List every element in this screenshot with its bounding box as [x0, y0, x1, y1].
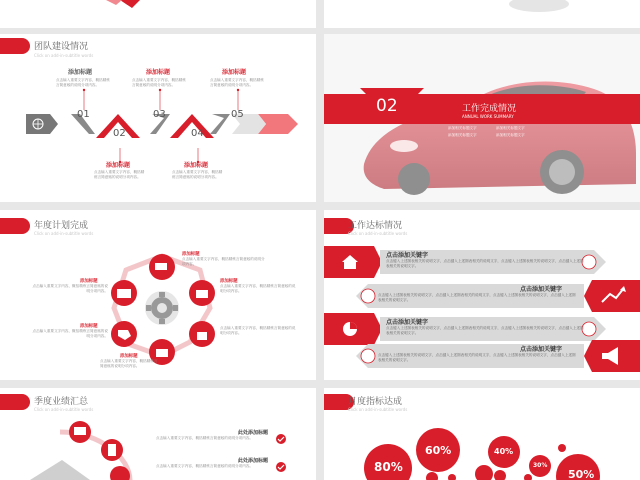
- slide-annual-plan[interactable]: [0, 210, 316, 380]
- item-num-02: 02: [113, 128, 126, 139]
- pie-chart-icon: [343, 322, 357, 336]
- slide-team-building[interactable]: [0, 34, 316, 202]
- slide-subtitle: Click on add-in-subtitle words: [34, 53, 94, 58]
- target-heading-4: 点击添加关键字: [520, 346, 563, 353]
- item-desc-05: 点击输入重要文字内容，概括精炼 言简意赅的说明分项内容。: [210, 78, 264, 87]
- red-banner-fragment: [0, 0, 316, 28]
- item-num-05: 05: [231, 109, 244, 120]
- plan-desc-3: 点击输入重要文字内容，概括精炼言简意赅的说明分项内容。: [32, 284, 108, 293]
- bubble-label-2: 60%: [425, 444, 452, 457]
- item-desc-01: 点击输入重要文字内容，概括精炼 言简意赅的说明分项内容。: [56, 78, 110, 87]
- bubble-label-1: 80%: [374, 460, 403, 474]
- item-label-03: 添加标题: [146, 69, 171, 76]
- target-heading-1: 点击添加关键字: [386, 252, 429, 259]
- card-icon: [117, 289, 131, 298]
- plan-desc-1: 点击输入重要文字内容，概括精炼言简意赅的说明分项内容。: [182, 257, 265, 266]
- check-icon-1: [276, 434, 286, 444]
- gear-cycle-diagram: [0, 210, 316, 380]
- section-title: 工作完成情况: [462, 104, 517, 114]
- check-icon-2: [276, 462, 286, 472]
- work-line-2b: 添加相关标题文字: [496, 133, 525, 137]
- bubble-label-3: 40%: [494, 447, 514, 456]
- item-label-01: 添加标题: [68, 69, 93, 76]
- item-num-01: 01: [77, 109, 90, 120]
- section-subtitle: ANNUAL WORK SUMMARY: [462, 114, 514, 119]
- plan-desc-4: 点击输入重要文字内容，概括精炼言简意赅的说明分项内容。: [32, 329, 108, 338]
- decor-shape: [30, 460, 90, 480]
- target-body-1: 点击键入上述图表相关的说明文字，点击键入上述图表相关的说明文字，点击键入上述图表相关的说明文字，点击键入上述图表相关的说明文字。: [386, 259, 584, 268]
- target-body-4: 点击键入上述图表相关的说明文字，点击键入上述图表相关的说明文字，点击键入上述图表相关的说明文字，点击键入上述图表相关的说明文字。: [378, 353, 576, 362]
- quarter-label-2: 此处添加标题: [238, 458, 269, 464]
- item-desc-03: 点击输入重要文字内容，概括精炼 言简意赅的说明分项内容。: [132, 78, 186, 87]
- slide-title: 年度计划完成: [34, 221, 89, 231]
- slide-quarterly-summary[interactable]: [0, 388, 316, 480]
- monitor-icon: [74, 427, 86, 435]
- slide-work-completion[interactable]: [324, 34, 640, 202]
- slide-title: 月度指标达成: [348, 397, 403, 407]
- percentage-bubbles: [324, 388, 640, 480]
- car-image-fragment: [324, 0, 640, 28]
- chevron-05: [210, 114, 230, 134]
- slide-subtitle: Click on add-in-subtitle words: [348, 231, 408, 236]
- plan-label-1: 添加标题: [182, 252, 200, 257]
- target-body-2: 点击键入上述图表相关的说明文字，点击键入上述图表相关的说明文字，点击键入上述图表相关的说明文字，点击键入上述图表相关的说明文字。: [378, 293, 576, 302]
- target-heading-2: 点击添加关键字: [520, 286, 563, 293]
- slide-subtitle: Click on add-in-subtitle words: [348, 407, 408, 412]
- slide-subtitle: Click on add-in-subtitle words: [34, 231, 94, 236]
- plan-label-4: 添加标题: [80, 324, 98, 329]
- quarter-desc-2: 点击输入重要文字内容，概括精炼言简意赅的说明分项内容。: [156, 464, 254, 468]
- target-body-3: 点击键入上述图表相关的说明文字，点击键入上述图表相关的说明文字，点击键入上述图表相关的说明文字，点击键入上述图表相关的说明文字。: [386, 326, 584, 335]
- slide-title: 团队建设情况: [34, 42, 89, 52]
- store-icon: [156, 349, 168, 357]
- target-heading-3: 点击添加关键字: [386, 319, 429, 326]
- work-line-1a: 添加相关标题文字: [448, 126, 477, 130]
- slide-monthly-indicators[interactable]: [324, 388, 640, 480]
- basket-icon: [196, 290, 208, 298]
- item-label-05: 添加标题: [222, 69, 247, 76]
- slide-top-left-partial[interactable]: [0, 0, 316, 28]
- plan-desc-2: 点击输入重要文字内容，概括精炼言简意赅的说明分项内容。: [220, 284, 296, 293]
- plan-label-5: 添加标题: [120, 354, 138, 359]
- bubble-label-5: 50%: [568, 468, 595, 480]
- item-label-02: 添加标题: [106, 162, 131, 169]
- section-number: 02: [376, 96, 398, 116]
- item-desc-04: 点击输入重要文字内容，概括精 练言简意赅的说明分项内容。: [172, 170, 223, 179]
- lock-icon: [197, 332, 207, 340]
- slide-subtitle: Click on add-in-subtitle words: [34, 407, 94, 412]
- plan-desc-6: 点击输入重要文字内容，概括精炼言简意赅的说明分项内容。: [220, 326, 296, 335]
- plan-label-3: 添加标题: [80, 279, 98, 284]
- item-desc-02: 点击输入重要文字内容，概括精 练言简意赅的说明分项内容。: [94, 170, 145, 179]
- plan-desc-5: 点击输入重要文字内容，概括精炼言简意赅的说明分项内容。: [100, 359, 158, 368]
- quarter-desc-1: 点击输入重要文字内容，概括精炼言简意赅的说明分项内容。: [156, 436, 254, 440]
- phone-icon: [108, 444, 116, 456]
- item-num-03: 03: [153, 109, 166, 120]
- item-label-04: 添加标题: [184, 162, 209, 169]
- item-num-04: 04: [191, 128, 204, 139]
- plan-label-2: 添加标题: [220, 279, 238, 284]
- slide-target-status[interactable]: [324, 210, 640, 380]
- quarter-label-1: 此处添加标题: [238, 430, 269, 436]
- slide-title: 工作达标情况: [348, 221, 403, 231]
- cart-icon: [155, 263, 167, 270]
- bubble-label-4: 30%: [533, 462, 548, 469]
- work-line-2a: 添加相关标题文字: [448, 133, 477, 137]
- slide-title: 季度业绩汇总: [34, 397, 89, 407]
- work-line-1b: 添加相关标题文字: [496, 126, 525, 130]
- slide-top-right-partial[interactable]: [324, 0, 640, 28]
